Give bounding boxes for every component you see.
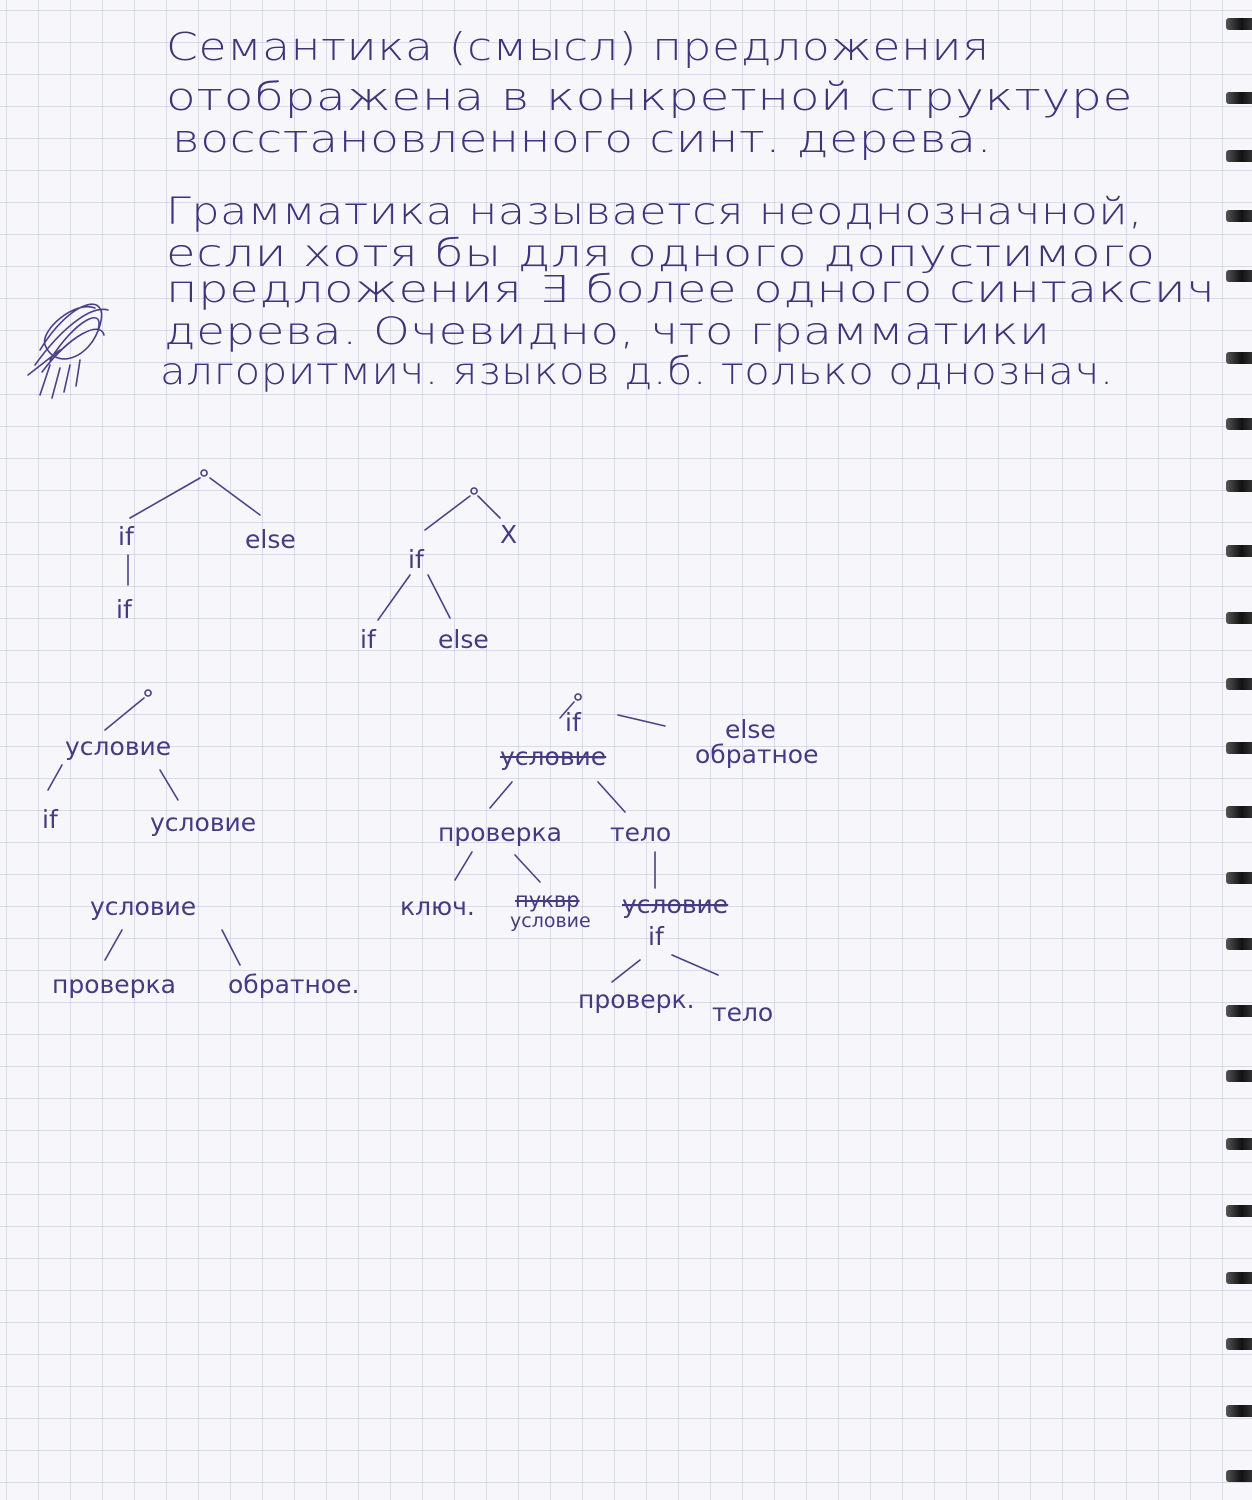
binding-ring [1226,1005,1252,1017]
paragraph1-line-1: Семантика (смысл) предложения [166,25,990,69]
tree-c-subleft-label: проверка [52,970,176,999]
paragraph2-line-3: предложения ∃ более одного синтаксич [166,268,1216,311]
tree-d-key-label: ключ. [400,892,475,921]
tree-b-top-label: if [408,545,424,574]
tree-d-cond3-label: условие [622,890,729,919]
tree-c-subright-label: обратное. [228,970,360,999]
binding-ring [1226,678,1252,690]
tree-a-child-label: if [116,595,132,624]
tree-d-check2-label: проверк. [578,985,695,1014]
paragraph2-line-2: если хотя бы для одного допустимого [166,232,1156,275]
binding-ring [1226,150,1252,162]
spiral-binding [1218,0,1252,1500]
tree-b-cross-mark: X [500,520,518,549]
binding-ring [1226,1470,1252,1482]
tree-d-if2-label: if [648,922,664,951]
tree-c-left-label: if [42,805,58,834]
tree-d-body2-label: тело [712,998,774,1027]
paragraph1-line-3: восстановленного синт. дерева. [172,117,993,161]
binding-ring [1226,806,1252,818]
tree-d-else-label: обратное [695,740,819,769]
binding-ring [1226,612,1252,624]
scribble-marks [28,304,108,398]
paragraph2-line-4: дерева. Очевидно, что грамматики [164,310,1051,353]
binding-ring [1226,18,1252,30]
tree-b-right-label: else [438,625,489,654]
binding-ring [1226,1338,1252,1350]
tree-c-right-label: условие [150,808,257,837]
binding-ring [1226,872,1252,884]
tree-d-cond2-label: условие [510,910,591,932]
binding-ring [1226,352,1252,364]
binding-ring [1226,742,1252,754]
binding-ring [1226,1272,1252,1284]
tree-a-edges [128,470,260,585]
binding-ring [1226,1205,1252,1217]
tree-d-else-top-label: else [725,715,776,744]
binding-ring [1226,480,1252,492]
binding-ring [1226,1138,1252,1150]
paragraph2-line-5: алгоритмич. языков д.б. только однознач. [160,350,1114,393]
binding-ring [1226,92,1252,104]
tree-d-root-label: условие [500,742,607,771]
tree-b-left-label: if [360,625,376,654]
tree-c-subroot-label: условие [90,892,197,921]
tree-b-edges [378,488,500,620]
tree-d-check-label: проверка [438,818,562,847]
binding-ring [1226,270,1252,282]
binding-ring [1226,210,1252,222]
paragraph2-line-1: Грамматика называется неоднозначной, [166,190,1143,233]
tree-a-right-label: else [245,525,296,554]
binding-ring [1226,938,1252,950]
binding-ring [1226,1405,1252,1417]
tree-a-left-label: if [118,522,134,551]
tree-d-root-top-label: if [565,708,581,737]
binding-ring [1226,418,1252,430]
tree-d-body-label: тело [610,818,672,847]
tree-d-struck-label: пуквр [515,888,580,912]
paragraph1-line-2: отображена в конкретной структуре [166,75,1134,119]
tree-c-root-label: условие [65,732,172,761]
binding-ring [1226,545,1252,557]
binding-ring [1226,1070,1252,1082]
